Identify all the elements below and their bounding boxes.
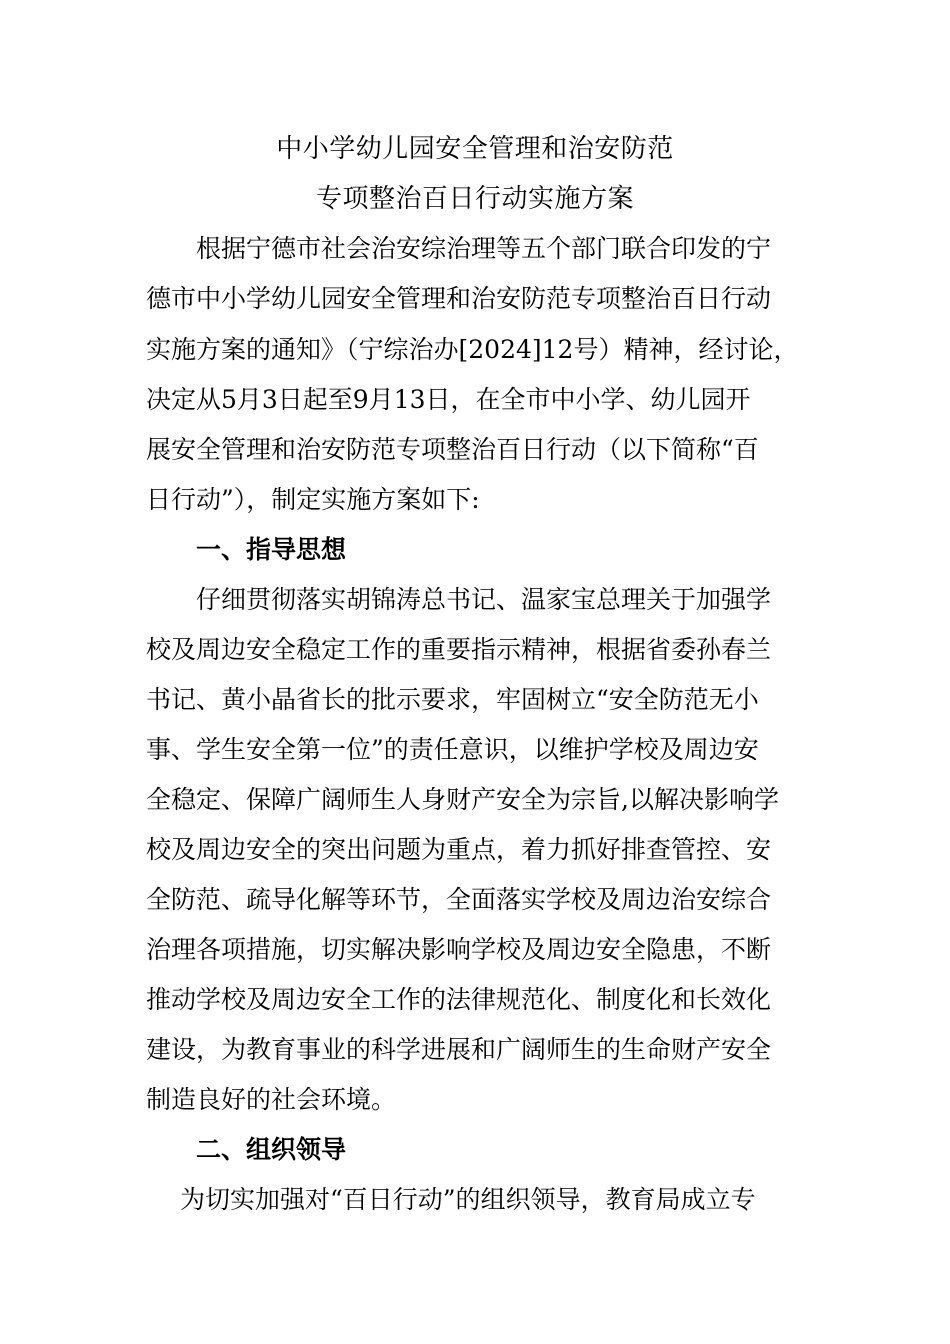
document-title-line-2: 专项整治百日行动实施方案 — [315, 184, 634, 214]
section1-line: 书记、黄小晶省长的批示要求，牢固树立“安全防范无小 — [146, 685, 759, 714]
section1-line: 建设，为教育事业的科学进展和广阔师生的生命财产安全 — [146, 1035, 772, 1064]
intro-line: 德市中小学幼儿园安全管理和治安防范专项整治百日行动 — [146, 284, 772, 313]
intro-line: 根据宁德市社会治安综治理等五个部门联合印发的宁 — [196, 234, 772, 263]
section1-line: 事、学生安全第一位”的责任意识，以维护学校及周边安 — [146, 735, 759, 764]
section1-line: 制造良好的社会环境。 — [146, 1085, 397, 1114]
section1-line: 仔细贯彻落实胡锦涛总书记、温家宝总理关于加强学 — [196, 585, 772, 614]
section-heading-organization-leadership: 二、组织领导 — [196, 1135, 347, 1164]
section1-line: 全稳定、保障广阔师生人身财产安全为宗旨,以解决影响学 — [146, 785, 779, 814]
intro-line: 决定从5月3日起至9月13日，在全市中小学、幼儿园开 — [146, 385, 751, 414]
intro-line: 日行动”），制定实施方案如下: — [146, 485, 480, 514]
section2-line: 为切实加强对“百日行动”的组织领导，教育局成立专 — [180, 1185, 756, 1214]
intro-line: 实施方案的通知》（宁综治办[2024]12号）精神，经讨论， — [146, 335, 799, 364]
section1-line: 全防范、疏导化解等环节，全面落实学校及周边治安综合 — [146, 885, 772, 914]
section1-line: 校及周边安全的突出问题为重点，着力抓好排查管控、安 — [146, 835, 772, 864]
section1-line: 推动学校及周边安全工作的法律规范化、制度化和长效化 — [146, 985, 772, 1014]
section1-line: 治理各项措施，切实解决影响学校及周边安全隐患，不断 — [146, 935, 772, 964]
document-title-line-1: 中小学幼儿园安全管理和治安防范 — [276, 134, 674, 164]
intro-line: 展安全管理和治安防范专项整治百日行动（以下简称“百 — [146, 435, 759, 464]
section-heading-guiding-ideology: 一、指导思想 — [196, 535, 347, 564]
section1-line: 校及周边安全稳定工作的重要指示精神，根据省委孙春兰 — [146, 635, 772, 664]
